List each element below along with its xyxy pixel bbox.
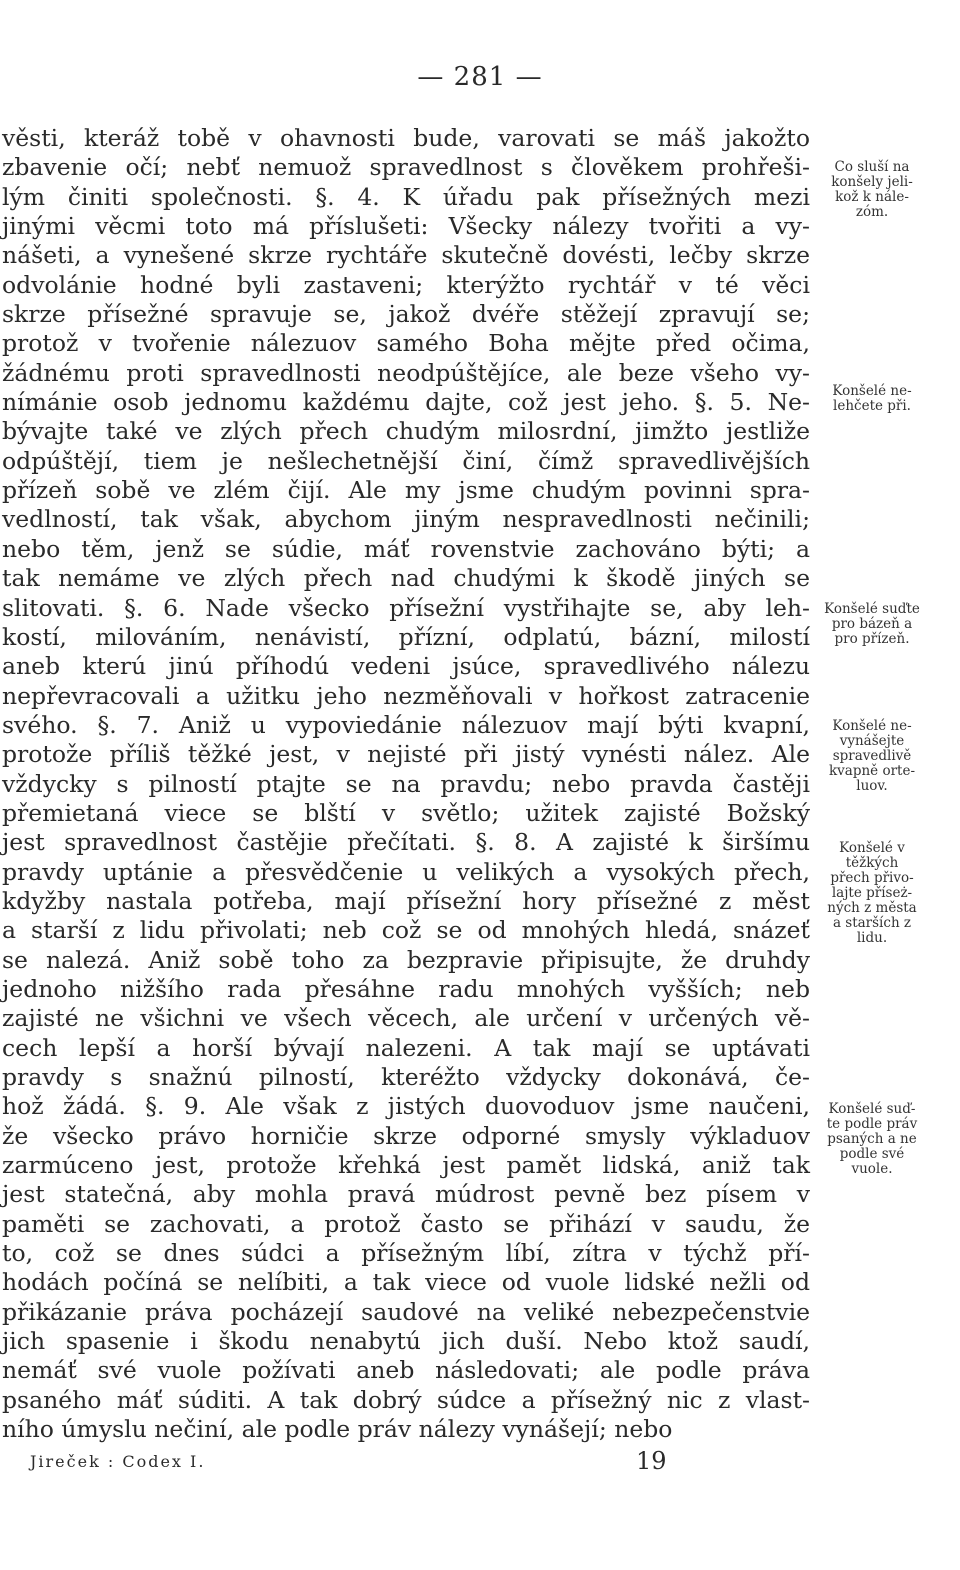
marginal-note-line: pro bázeň a xyxy=(831,616,913,632)
text-line: věsti, kteráž tobě v ohavnosti bude, varovati se máš jakožto xyxy=(2,124,810,152)
text-line: nášeti, a vynešené skrze rychtáře skutečně dovésti, lečby skrze xyxy=(2,241,810,270)
text-line: hodách počíná se nelíbiti, a tak viece od vuole lidské nežli od xyxy=(2,1268,810,1297)
marginal-note-line: zóm. xyxy=(855,204,889,220)
marginal-note-line: podle své xyxy=(839,1146,905,1162)
text-line: přemietaná viece se blští v světlo; užitek zajisté Božský xyxy=(2,798,810,827)
text-line: nemáť své vuole požívati aneb následovati; ale podle práva xyxy=(2,1356,810,1385)
text-line: odvolánie hodné byli zastaveni; kterýžto rychtář v té věci xyxy=(2,270,810,299)
text-line: zajisté ne všichni ve všech věcech, ale určení v určených vě- xyxy=(2,1004,810,1033)
marginal-note-line: lehčete při. xyxy=(833,398,911,414)
marginal-note-line: kvapně orte- xyxy=(828,763,916,779)
text-line: aneb kterú jinú příhodú vedeni jsúce, spravedlivého nálezu xyxy=(2,652,810,681)
text-line: odpúštějí, tiem je nešlechetnější činí, čímž spravedlivějších xyxy=(2,446,810,475)
text-line: nepřevracovali a užitku jeho nezměňovali v hořkost zatracenie xyxy=(2,681,810,710)
footer-sheet-number: 19 xyxy=(636,1447,667,1475)
marginal-note-3 xyxy=(816,602,928,647)
marginal-note-line: Konšelé v xyxy=(839,840,905,856)
marginal-note-line: lajte příseż- xyxy=(831,885,913,901)
text-line: pravdy s snažnú pilností, kteréžto vždycky dokonává, če- xyxy=(2,1063,810,1091)
text-line: protož v tvořenie nálezuov samého Boha mějte před očima, xyxy=(2,329,810,358)
marginal-note-line: vuole. xyxy=(851,1161,893,1177)
marginal-note-line: Konšelé suďte xyxy=(824,601,920,617)
marginal-note-line: přech přivo- xyxy=(830,870,914,886)
marginal-note-line: vynášejte xyxy=(839,733,905,749)
text-line: paměti se zachovati, a protož často se přihází v saudu, že xyxy=(2,1209,810,1238)
text-line: a starší z lidu přivolati; neb což se od mnohých hledá, snázeť xyxy=(2,916,810,945)
text-line: hož žádá. §. 9. Ale však z jistých duovoduov jsme naučeni, xyxy=(2,1092,810,1121)
page-number: — 281 — xyxy=(417,62,543,92)
text-line: skrze přísežné spravuje se, jakož dvéře stěžejí zpravují se; xyxy=(2,300,810,329)
marginal-note-line: pro přízeň. xyxy=(834,631,910,647)
text-line: vedlností, tak však, abychom jiným nespravedlnosti nečinili; xyxy=(2,505,810,534)
marginal-note-line: kož k nále- xyxy=(835,189,909,205)
marginal-note-line: luov. xyxy=(856,778,888,794)
marginal-note-line: Konšelé ne- xyxy=(832,718,912,734)
text-line: kostí, milováním, nenávistí, přízní, odplatú, bázní, milostí xyxy=(2,622,810,651)
text-line: lým činiti společnosti. §. 4. K úřadu pak přísežných mezi xyxy=(2,182,810,211)
marginal-note-line: a starších z xyxy=(832,915,912,931)
marginal-note-4 xyxy=(816,719,928,794)
text-line: přízeň sobě ve zlém čijí. Ale my jsme chudým povinni spra- xyxy=(2,476,810,505)
marginal-note-6 xyxy=(816,1102,928,1177)
text-line: tak nemáme ve zlých přech nad chudými k škodě jiných se xyxy=(2,564,810,593)
text-line: kdyžby nastala potřeba, mají přísežní hory přísežné z měst xyxy=(2,886,810,915)
text-line: nímánie osob jednomu každému dajte, což jest jeho. §. 5. Ne- xyxy=(2,388,810,417)
text-line: cech lepší a horší bývají nalezeni. A tak mají se uptávati xyxy=(2,1033,810,1062)
main-text-body xyxy=(2,124,810,1444)
marginal-note-5 xyxy=(816,841,928,946)
text-line: slitovati. §. 6. Nade všecko přísežní vystřihajte se, aby leh- xyxy=(2,593,810,622)
marginal-note-line: konšely jeli- xyxy=(831,174,913,190)
marginal-note-line: psaných a ne xyxy=(827,1131,917,1147)
text-line: protože příliš těžké jest, v nejisté při jistý vynésti nález. Ale xyxy=(2,740,810,769)
marginal-note-line: lidu. xyxy=(856,930,888,946)
text-line: zarmúceno jest, protože křehká jest pamět lidská, aniž tak xyxy=(2,1151,810,1180)
text-line: jednoho nižšího rada přesáhne radu mnohých vyšších; neb xyxy=(2,974,810,1003)
text-line: zbavenie očí; nebť nemuož spravedlnost s člověkem prohřeši- xyxy=(2,153,810,182)
marginal-note-line: te podle práv xyxy=(826,1116,918,1132)
text-line: že všecko právo horničie skrze odporné smysly výkladuov xyxy=(2,1121,810,1150)
text-line: svého. §. 7. Aniž u vypoviedánie nálezuov mají býti kvapní, xyxy=(2,710,810,739)
marginal-note-line: ných z města xyxy=(827,900,917,916)
text-line: pravdy uptánie a přesvědčenie u velikých a vysokých přech, xyxy=(2,857,810,886)
marginal-note-line: Co sluší na xyxy=(834,159,910,175)
marginal-note-1 xyxy=(816,160,928,220)
text-line: žádnému proti spravedlnosti neodpúštějíce, ale beze všeho vy- xyxy=(2,358,810,387)
text-line: psaného máť súditi. A tak dobrý súdce a přísežný nic z vlast- xyxy=(2,1385,810,1414)
text-line: se nalezá. Aniž sobě toho za bezpravie připisujte, že druhdy xyxy=(2,945,810,974)
text-line: nebo těm, jenž se súdie, máť rovenstvie zachováno býti; a xyxy=(2,534,810,563)
text-line: jich spasenie i škodu nenabytú jich duší. Nebo ktož saudí, xyxy=(2,1327,810,1356)
text-line: přikázanie práva pocházejí saudové na veliké nebezpečenstvie xyxy=(2,1297,810,1326)
marginal-note-line: těžkých xyxy=(845,855,899,871)
marginal-note-2 xyxy=(816,384,928,414)
text-line: ního úmyslu nečiní, ale podle práv nálezy vynášejí; nebo xyxy=(2,1415,673,1444)
footer-signature: Jireček : Codex I. xyxy=(30,1452,206,1471)
text-line: to, což se dnes súdci a přísežným líbí, zítra v týchž pří- xyxy=(2,1239,810,1268)
text-line: jest spravedlnost častějie přečítati. §. 8. A zajisté k širšímu xyxy=(2,828,810,857)
marginal-note-line: Konšelé ne- xyxy=(832,383,912,399)
text-line: vždycky s pilností ptajte se na pravdu; nebo pravda častěji xyxy=(2,769,810,798)
text-line: jest statečná, aby mohla pravá múdrost pevně bez písem v xyxy=(2,1180,810,1209)
text-line: bývajte také ve zlých přech chudým milosrdní, jimžto jestliže xyxy=(2,417,810,446)
marginal-note-line: spravedlivě xyxy=(832,748,912,764)
marginal-note-line: Konšelé suď- xyxy=(828,1101,916,1117)
text-line: jinými věcmi toto má příslušeti: Všecky nálezy tvořiti a vy- xyxy=(2,212,810,241)
